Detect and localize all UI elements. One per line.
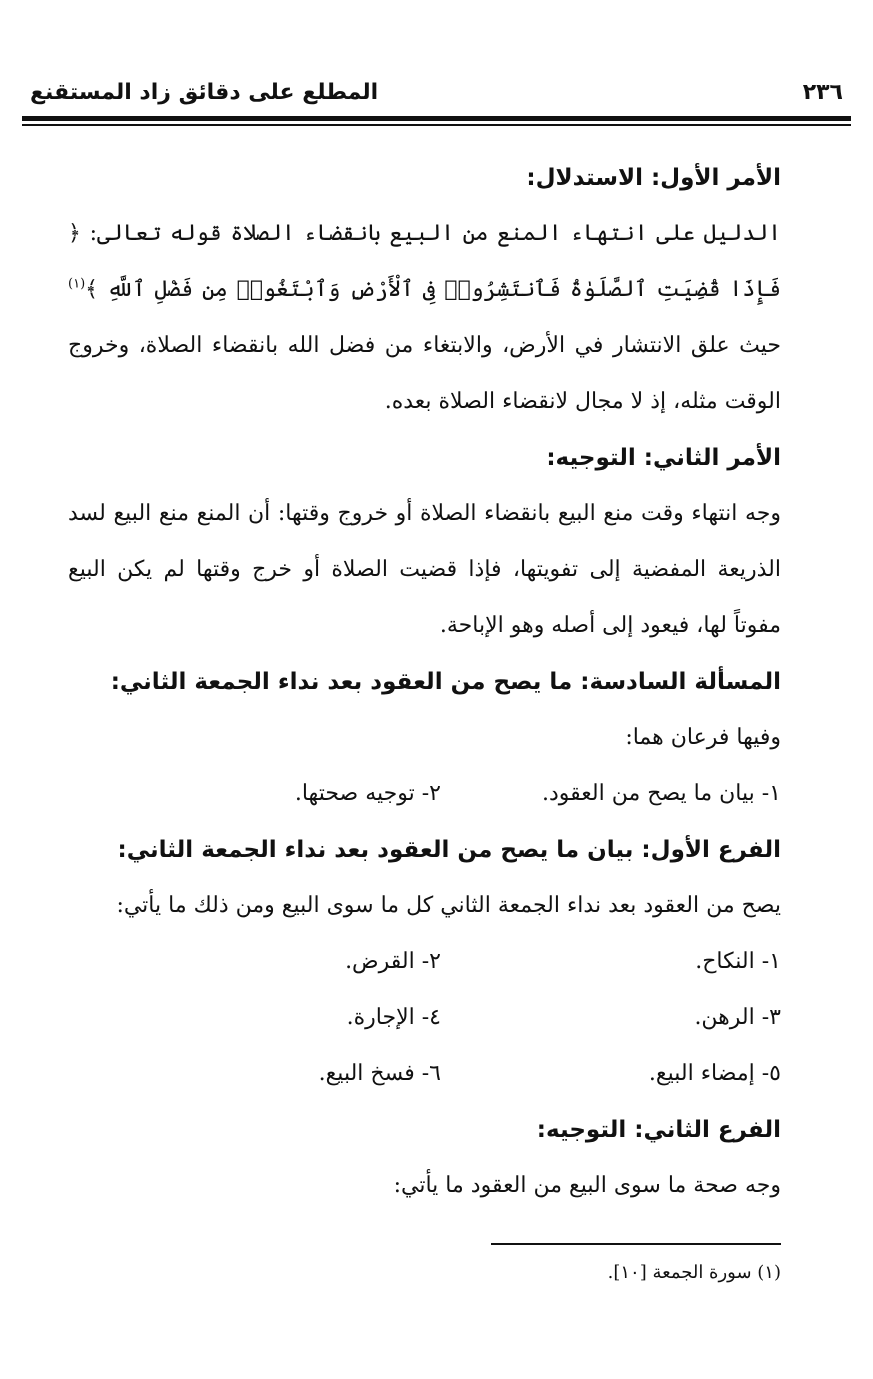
evidence-intro: الدليل على انتهاء المنع من البيع بانقضاء الصلاة قوله تعالى: [89,221,781,246]
list-item: ٢- القرض. [345,949,441,974]
quran-verse: ﴿ فَإِذَا قُضِيَتِ ٱلصَّلَوٰةُ فَٱنتَشِرُوا۟ فِى ٱلْأَرْضِ وَٱبْتَغُوا۟ مِن فَضْلِ ٱللَّهِ ﴾ [68,221,781,302]
footnote-ref: (١) [68,276,86,292]
heading-first-matter: الأمر الأول: الاستدلال: [526,165,781,191]
heading-second-branch: الفرع الثاني: التوجيه: [536,1117,781,1143]
heading-second-matter: الأمر الثاني: التوجيه: [546,445,781,471]
footnote: (١) سورة الجمعة [١٠]. [607,1262,781,1283]
heading-sixth-issue: المسألة السادسة: ما يصح من العقود بعد نداء الجمعة الثاني: [110,669,781,695]
running-header [30,70,843,114]
list-item: ٢- توجيه صحتها. [294,781,441,806]
list-item: ٣- الرهن. [694,1005,781,1030]
paragraph-justification-2: وجه صحة ما سوى البيع من العقود ما يأتي: [393,1173,781,1198]
list-row [68,934,781,990]
book-title: المطلع على دقائق زاد المستقنع [30,79,379,105]
footnote-separator [491,1243,781,1245]
paragraph-two-branches: وفيها فرعان هما: [625,725,781,750]
list-row [68,766,781,822]
paragraph-evidence [68,206,781,430]
page-number: ٢٣٦ [802,79,843,105]
list-row [68,1046,781,1102]
main-text [68,150,781,1214]
list-item: ٤- الإجارة. [346,1005,441,1030]
heading-first-branch: الفرع الأول: بيان ما يصح من العقود بعد نداء الجمعة الثاني: [117,837,781,863]
evidence-explanation: حيث علق الانتشار في الأرض، والابتغاء من فضل الله بانقضاء الصلاة، وخروج الوقت مثله، إذ لا مجال لانقضاء الصلاة بعده. [68,333,781,414]
paragraph-valid-contracts: يصح من العقود بعد نداء الجمعة الثاني كل ما سوى البيع ومن ذلك ما يأتي: [116,893,781,918]
paragraph-justification: وجه انتهاء وقت منع البيع بانقضاء الصلاة أو خروج وقتها: أن المنع منع البيع لسد الذريعة المفضية إلى تفويتها، فإذا قضيت الصلاة أو خرج وقتها لم يكن البيع مفوتاً لها، فيعود إلى أصله وهو الإباحة. [68,501,781,638]
header-rule-thin [22,124,851,126]
list-item: ٦- فسخ البيع. [318,1061,441,1086]
list-row [68,990,781,1046]
list-item: ١- بيان ما يصح من العقود. [542,781,781,806]
list-item: ٥- إمضاء البيع. [648,1061,781,1086]
header-rule-thick [22,116,851,121]
list-item: ١- النكاح. [695,949,781,974]
